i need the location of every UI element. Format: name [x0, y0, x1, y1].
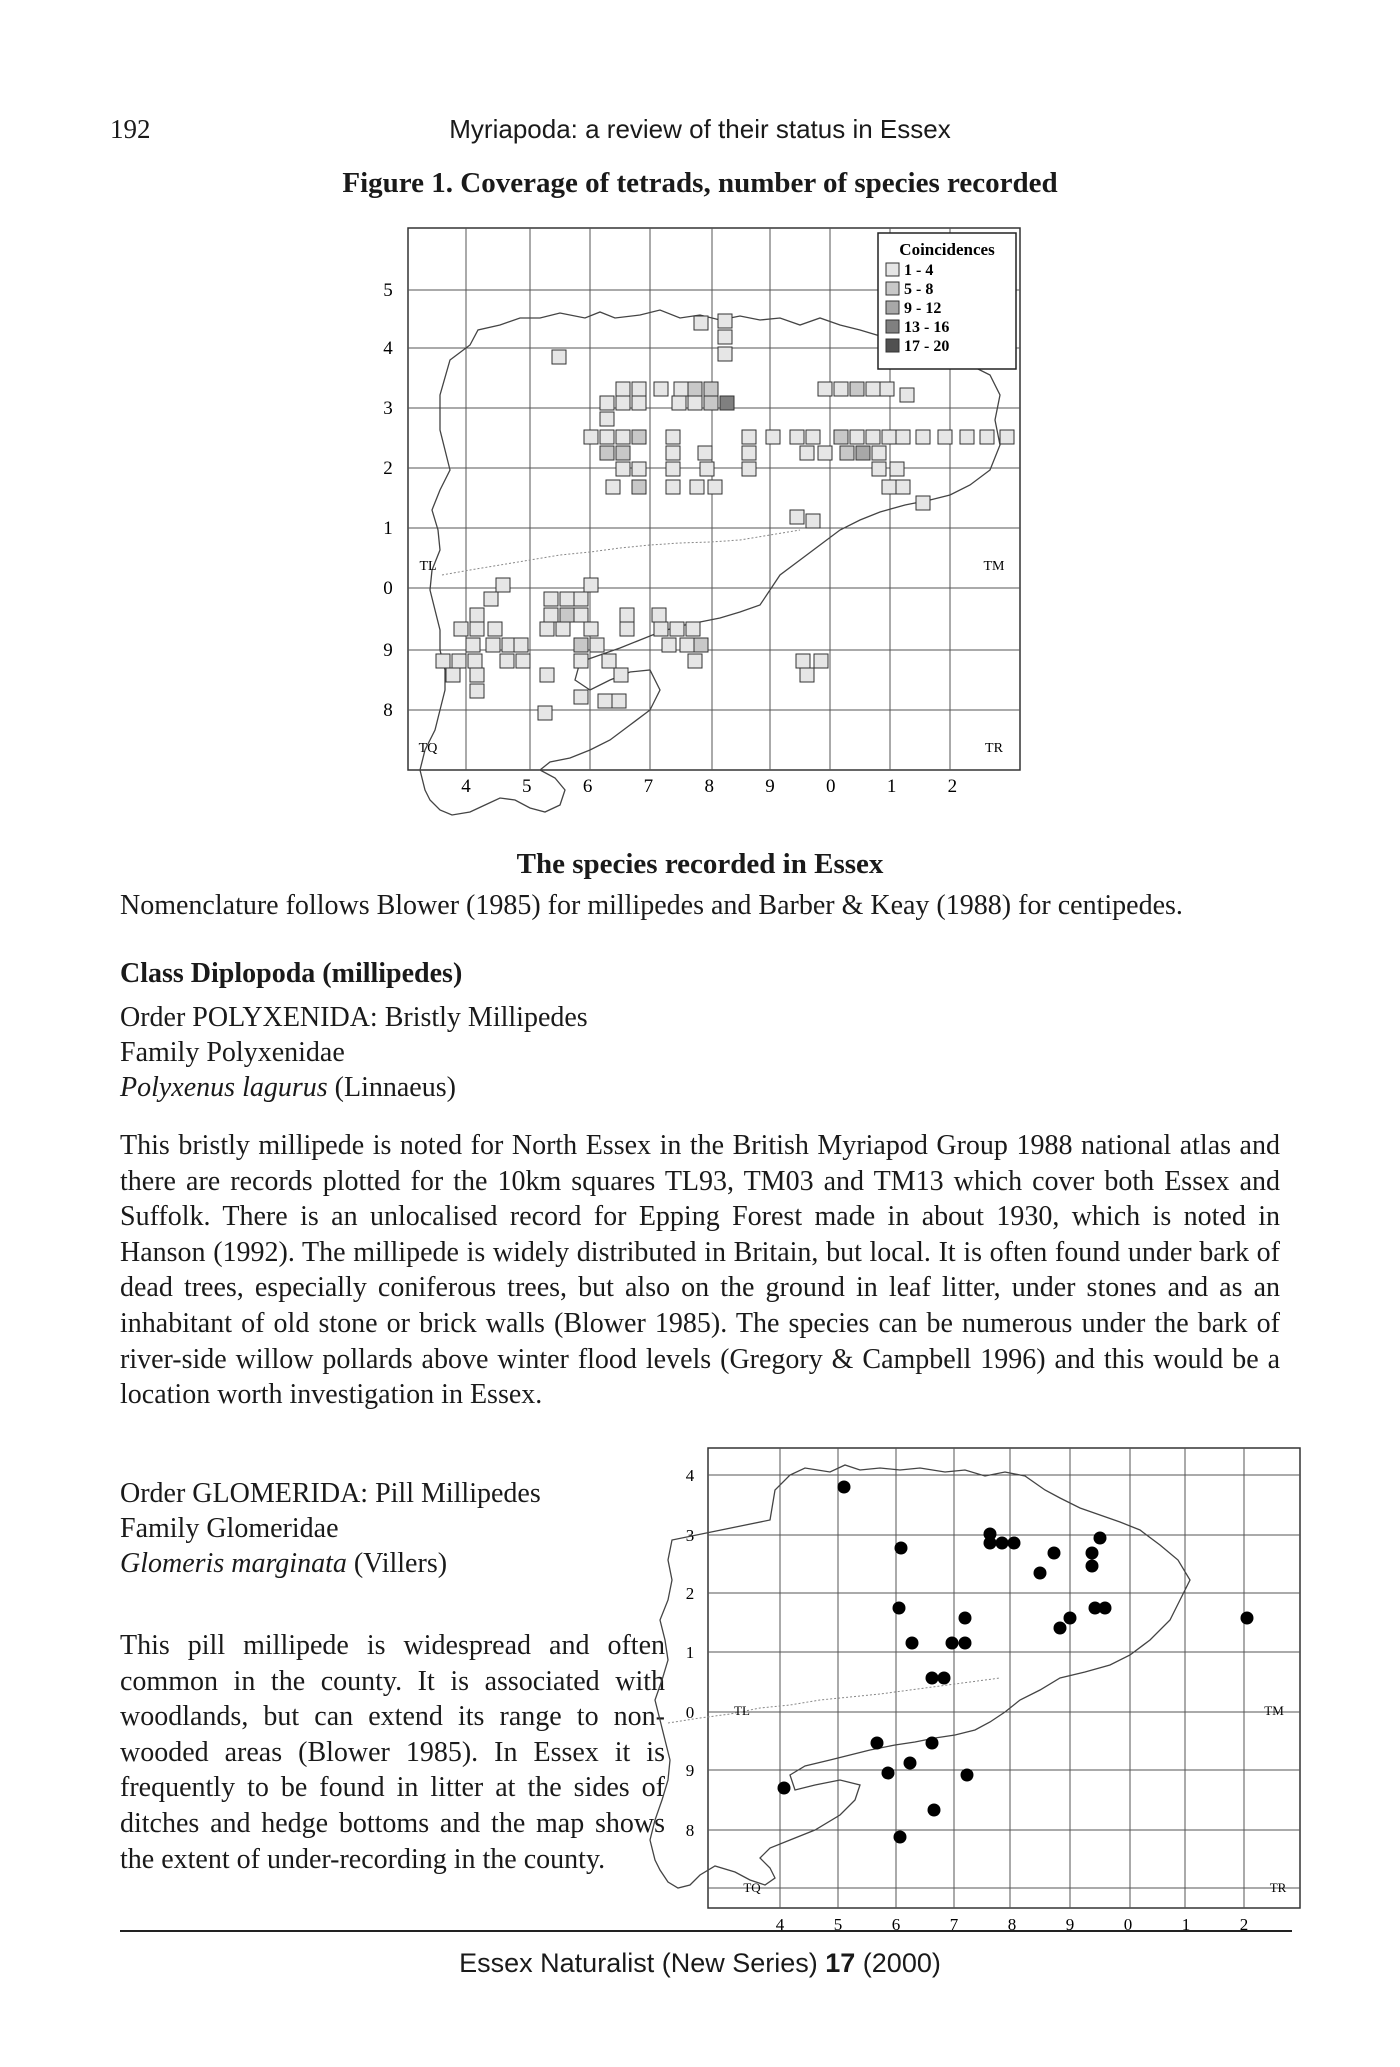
map1-tetrad-cell — [866, 430, 880, 444]
map1-tetrad-cell — [818, 446, 832, 460]
map1-tetrad-cell — [1000, 430, 1014, 444]
map1-tetrad-cell — [632, 430, 646, 444]
map1-tetrad-cell — [560, 608, 574, 622]
map1-tetrad-cell — [766, 430, 780, 444]
map1-tetrad-cell — [574, 638, 588, 652]
map1-tetrad-cell — [666, 446, 680, 460]
map1-tetrad-cell — [850, 430, 864, 444]
map1-tetrad-cell — [600, 396, 614, 410]
map1-tetrad-cell — [806, 514, 820, 528]
footer — [0, 1948, 1400, 1979]
map1-tetrad-cell — [938, 430, 952, 444]
map1-tetrad-cell — [560, 592, 574, 606]
map1-tetrad-cell — [680, 638, 694, 652]
map1-tetrad-cell — [742, 462, 756, 476]
map1-tetrad-cell — [436, 654, 450, 668]
map2-y-label: 8 — [685, 1821, 695, 1840]
map1-tetrad-cell — [916, 430, 930, 444]
map1-tetrad-cell — [814, 654, 828, 668]
map1-tetrad-cell — [584, 622, 598, 636]
map1-tetrad-cell — [470, 684, 484, 698]
map1-tetrad-cell — [574, 690, 588, 704]
map1-x-label: 7 — [643, 776, 654, 797]
map1-tetrad-cell — [556, 622, 570, 636]
map1-tetrad-cell — [666, 430, 680, 444]
map1-tetrad-cell — [662, 638, 676, 652]
map1-square-label: TM — [983, 559, 1005, 574]
map1-tetrad-cell — [544, 608, 558, 622]
map1-tetrad-cell — [916, 496, 930, 510]
map1-tetrad-cell — [606, 480, 620, 494]
map1-tetrad-cell — [544, 592, 558, 606]
map1-tetrad-cell — [620, 622, 634, 636]
map1-tetrad-cell — [694, 638, 708, 652]
map1-tetrad-cell — [590, 638, 604, 652]
map1-tetrad-cell — [866, 382, 880, 396]
map1-tetrad-cell — [632, 462, 646, 476]
map1-y-label: 3 — [383, 398, 393, 419]
map1-tetrad-cell — [574, 592, 588, 606]
map1-tetrad-cell — [470, 608, 484, 622]
map1-tetrad-cell — [704, 396, 718, 410]
map1-tetrad-cell — [654, 382, 668, 396]
map1-tetrad-cell — [688, 654, 702, 668]
map1-tetrad-cell — [584, 578, 598, 592]
map2-y-label: 0 — [685, 1703, 695, 1722]
map1-legend-swatch — [886, 282, 899, 295]
map2-y-label: 2 — [685, 1584, 695, 1603]
map1-y-label: 9 — [383, 640, 393, 661]
map1-tetrad-cell — [872, 462, 886, 476]
map1-legend-title: Coincidences — [899, 240, 995, 259]
map1-tetrad-cell — [742, 446, 756, 460]
map1-tetrad-cell — [698, 446, 712, 460]
map1-x-label: 9 — [765, 776, 775, 797]
map1-tetrad-cell — [718, 330, 732, 344]
page-number: 192 — [110, 114, 151, 144]
class-heading: Class Diplopoda (millipedes) — [120, 958, 463, 989]
map1-tetrad-cell — [742, 430, 756, 444]
footer-journal: Essex Naturalist (New Series) — [459, 1948, 826, 1978]
map1-x-label: 2 — [947, 776, 958, 797]
map1-tetrad-cell — [890, 462, 904, 476]
map1-tetrad-cell — [834, 382, 848, 396]
map2-y-label: 3 — [685, 1526, 695, 1545]
map1-legend-label: 9 - 12 — [904, 300, 942, 317]
map1-tetrad-cell — [790, 510, 804, 524]
map2-x-label: 9 — [1065, 1915, 1075, 1934]
map1-tetrad-cell — [896, 430, 910, 444]
order-glomerida: Order GLOMERIDA: Pill Millipedes — [120, 1478, 541, 1509]
nomenclature-note: Nomenclature follows Blower (1985) for millipedes and Barber & Keay (1988) for centipedes. — [120, 890, 1183, 921]
running-head: Myriapoda: a review of their status in Essex — [449, 114, 951, 144]
map1-y-label: 0 — [383, 578, 393, 599]
map1-tetrad-cell — [514, 638, 528, 652]
map1-legend-swatch — [886, 301, 899, 314]
map1-tetrad-cell — [538, 706, 552, 720]
map1-tetrad-cell — [616, 396, 630, 410]
map1-tetrad-cell — [834, 430, 848, 444]
map2-x-label: 0 — [1123, 1915, 1133, 1934]
map1-tetrad-cell — [466, 638, 480, 652]
map1-tetrad-cell — [708, 480, 722, 494]
map1-tetrad-cell — [616, 430, 630, 444]
map2-square-label: TQ — [743, 1880, 761, 1895]
map1-tetrad-cell — [516, 654, 530, 668]
map1-tetrad-cell — [602, 654, 616, 668]
map2-x-label: 7 — [949, 1915, 959, 1934]
map1-x-label: 0 — [826, 776, 836, 797]
map1-tetrad-cell — [718, 347, 732, 361]
map1-tetrad-cell — [486, 638, 500, 652]
map1-tetrad-cell — [470, 622, 484, 636]
map1-tetrad-cell — [470, 668, 484, 682]
map1-district-boundary — [442, 530, 800, 575]
map1-y-label: 1 — [383, 518, 393, 539]
map1-tetrad-cell — [796, 654, 810, 668]
map1-tetrad-cell — [584, 430, 598, 444]
map1-tetrad-cell — [652, 608, 666, 622]
map1-x-label: 5 — [522, 776, 532, 797]
map1-tetrad-cell — [600, 412, 614, 426]
map1-tetrad-cell — [840, 446, 854, 460]
map1-tetrad-cell — [614, 668, 628, 682]
map1-legend-label: 1 - 4 — [904, 262, 934, 279]
map1-y-label: 5 — [383, 280, 393, 301]
family-polyxenidae: Family Polyxenidae — [120, 1037, 345, 1068]
map1-tetrad-cell — [612, 694, 626, 708]
map1-tetrad-cell — [552, 350, 566, 364]
map1-tetrad-cell — [616, 382, 630, 396]
map1-tetrad-cell — [688, 382, 702, 396]
map1-tetrad-cell — [574, 654, 588, 668]
map1-y-label: 2 — [383, 458, 393, 479]
footer-rule — [120, 1930, 1292, 1932]
map1-legend-swatch — [886, 339, 899, 352]
map1-x-label: 6 — [582, 776, 593, 797]
map1-legend — [878, 233, 1016, 369]
map1-tetrad-cell — [720, 396, 734, 410]
map1-tetrad-cell — [790, 430, 804, 444]
map2-x-label: 4 — [775, 1915, 785, 1934]
map1-tetrad-cell — [488, 622, 502, 636]
map1-tetrad-cell — [850, 382, 864, 396]
map2-x-label: 2 — [1239, 1915, 1249, 1934]
map1-tetrad-cell — [500, 654, 514, 668]
map1-tetrad-cell — [454, 622, 468, 636]
map1-tetrad-cell — [856, 446, 870, 460]
map1-square-label: TL — [419, 559, 437, 574]
map1-tetrad-cell — [666, 480, 680, 494]
species-glomeris-author: (Villers) — [346, 1548, 448, 1579]
map1-x-label: 8 — [704, 776, 714, 797]
map1-legend-swatch — [886, 263, 899, 276]
map1-tetrad-cell — [598, 694, 612, 708]
species-polyxenus — [120, 1072, 456, 1104]
map1-tetrad-cell — [800, 668, 814, 682]
map1-tetrad-cell — [452, 654, 466, 668]
map2-square-label: TL — [734, 1703, 750, 1718]
map1-tetrad-cell — [980, 430, 994, 444]
map1-tetrad-cell — [674, 382, 688, 396]
map1-tetrad-cell — [616, 462, 630, 476]
order-polyxenida: Order POLYXENIDA: Bristly Millipedes — [120, 1002, 588, 1033]
species-glomeris-name: Glomeris marginata — [120, 1548, 347, 1579]
map1-tetrad-cell — [468, 654, 482, 668]
map1-tetrad-cell — [880, 382, 894, 396]
map1-tetrad-cell — [616, 446, 630, 460]
map1-tetrad-cell — [632, 396, 646, 410]
polyxenus-paragraph: This bristly millipede is noted for North Essex in the British Myriapod Group 1988 national atlas and there are records plotted for the 10km squares TL93, TM03 and TM13 which cover both Essex and Suffolk. There is an unlocalised record for Epping Forest made in about 1930, which is noted in Hanson (1992). The millipede is widely distributed in Britain, but local. It is often found under bark of dead trees, especially coniferous trees, but also on the ground in leaf litter, under stones and as an inhabitant of old stone or brick walls (Blower 1985). The species can be numerous under the bark of river-side willow pollards above winter flood levels (Gregory & Campbell 1996) and this would be a location worth investigation in Essex. — [120, 1130, 1280, 1411]
map1-tetrad-cell — [654, 622, 668, 636]
map1-tetrad-cell — [632, 480, 646, 494]
map1-tetrad-cell — [540, 622, 554, 636]
map1-y-label: 8 — [383, 700, 393, 721]
map1-x-label: 4 — [461, 776, 471, 797]
map1-tetrad-cell — [718, 314, 732, 328]
map1-tetrad-cell — [704, 382, 718, 396]
map1-legend-label: 17 - 20 — [904, 338, 950, 355]
map2-square-label: TR — [1269, 1880, 1287, 1895]
family-glomeridae: Family Glomeridae — [120, 1513, 339, 1544]
map2-y-label: 9 — [685, 1761, 695, 1780]
map1-tetrad-cell — [806, 430, 820, 444]
map1-tetrad-cell — [632, 382, 646, 396]
species-polyxenus-name: Polyxenus lagurus — [120, 1072, 328, 1103]
map1-tetrad-cell — [896, 480, 910, 494]
footer-year: (2000) — [855, 1948, 941, 1978]
map1-tetrad-cell — [960, 430, 974, 444]
glomeris-paragraph: This pill millipede is widespread and often common in the county. It is associated with woodlands, but can extend its range to non-wooded areas (Blower 1985). In Essex it is frequently to be found in litter at the sides of ditches and hedge bottoms and the map shows the extent of under-recording in the county. — [120, 1630, 665, 1875]
map1-tetrad-cell — [666, 462, 680, 476]
map1-y-label: 4 — [383, 338, 393, 359]
map1-tetrad-cell — [800, 446, 814, 460]
map1-tetrad-cell — [496, 578, 510, 592]
footer-volume: 17 — [825, 1948, 856, 1978]
map1-legend-swatch — [886, 320, 899, 333]
map2-y-label: 1 — [685, 1643, 695, 1662]
map1-square-label: TR — [985, 741, 1003, 756]
figure-title: Figure 1. Coverage of tetrads, number of species recorded — [342, 167, 1058, 199]
species-polyxenus-author: (Linnaeus) — [327, 1072, 456, 1103]
map1-tetrad-cell — [882, 430, 896, 444]
map1-tetrad-cell — [686, 622, 700, 636]
map1-tetrad-cell — [620, 608, 634, 622]
map1-tetrad-cell — [600, 446, 614, 460]
map1-tetrad-cell — [872, 446, 886, 460]
map1-tetrad-cell — [690, 480, 704, 494]
map2-x-label: 6 — [891, 1915, 901, 1934]
map2-x-label: 5 — [833, 1915, 843, 1934]
section-title: The species recorded in Essex — [516, 848, 884, 880]
map2-x-label: 1 — [1181, 1915, 1191, 1934]
map1-tetrad-cell — [484, 592, 498, 606]
map1-legend-label: 5 - 8 — [904, 281, 934, 298]
map1-tetrad-cell — [694, 316, 708, 330]
map1-tetrad-cells — [436, 314, 1014, 720]
map1-legend-label: 13 - 16 — [904, 319, 950, 336]
map1-tetrad-cell — [688, 396, 702, 410]
map1-tetrad-cell — [672, 396, 686, 410]
map1-tetrad-cell — [600, 430, 614, 444]
map1-tetrad-cell — [818, 382, 832, 396]
map2-x-label: 8 — [1007, 1915, 1017, 1934]
map2-y-label: 4 — [685, 1466, 695, 1485]
map1-tetrad-cell — [700, 462, 714, 476]
map1-x-label: 1 — [886, 776, 897, 797]
map1-tetrad-cell — [540, 668, 554, 682]
map1-tetrad-cell — [882, 480, 896, 494]
map1-tetrad-cell — [900, 388, 914, 402]
map1-tetrad-cell — [574, 608, 588, 622]
map1-tetrad-cell — [446, 668, 460, 682]
map1-square-label: TQ — [418, 741, 438, 756]
species-glomeris — [120, 1548, 447, 1580]
map1-tetrad-cell — [670, 622, 684, 636]
map2-square-label: TM — [1264, 1703, 1284, 1718]
